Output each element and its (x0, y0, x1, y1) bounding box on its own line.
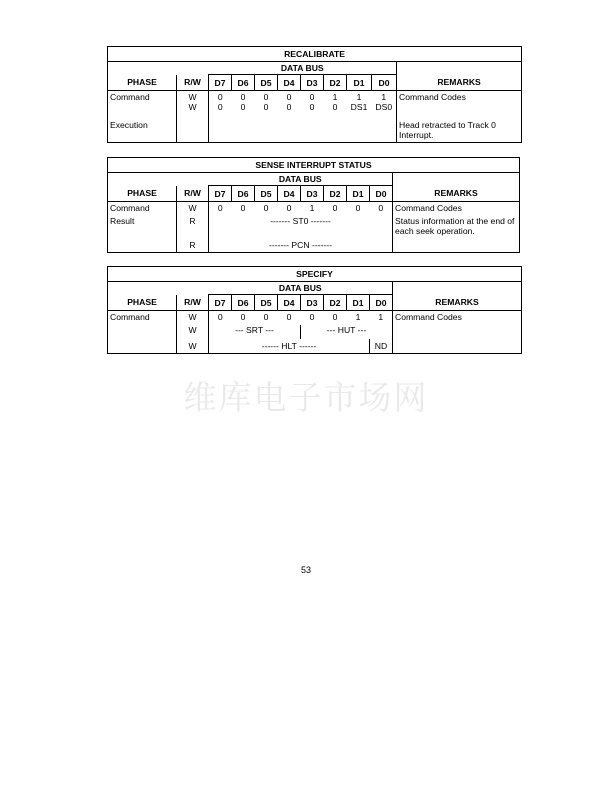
table-row (108, 325, 522, 339)
bit-header: D3 (301, 75, 324, 91)
table-row (108, 216, 520, 238)
bit-cell: 1 (309, 203, 315, 213)
bit-header: D7 (209, 295, 232, 311)
bit-cell: 0 (209, 102, 232, 120)
table-row (108, 202, 520, 216)
bit-cell (324, 120, 347, 142)
bit-cell: 0 (286, 92, 292, 102)
bit-cell (232, 120, 255, 142)
rw-header: R/W (177, 75, 209, 91)
rw-header: R/W (177, 295, 209, 311)
bit-cell (278, 120, 301, 142)
bit-cell: 0 (332, 102, 338, 112)
bit-cell: 0 (240, 312, 246, 322)
remarks-cell: Command Codes (393, 202, 520, 216)
rw-header: R/W (177, 186, 209, 202)
remarks-header: REMARKS (397, 75, 522, 91)
rw-cell: W (177, 91, 209, 103)
bit-header: D6 (232, 295, 255, 311)
specify-table (107, 266, 522, 354)
remarks-cell (393, 238, 520, 253)
bit-cell: 0 (286, 203, 292, 213)
bit-cell: 1 (356, 92, 362, 102)
nd-field: ND (370, 339, 393, 354)
bit-header: D2 (324, 75, 347, 91)
bit-header: D4 (278, 186, 301, 202)
table-title: RECALIBRATE (108, 47, 522, 62)
hlt-field: ------ HLT ------ (209, 339, 370, 354)
bit-cell: 0 (309, 92, 315, 102)
data-bus-header: DATA BUS (209, 282, 393, 295)
bit-cell (209, 120, 232, 142)
data-bus-header: DATA BUS (209, 62, 397, 75)
table-title: SENSE INTERRUPT STATUS (108, 158, 520, 173)
bit-header: D3 (301, 295, 324, 311)
bit-header: D6 (232, 75, 255, 91)
bit-cell (347, 120, 372, 142)
phase-cell: Command (108, 202, 177, 216)
bit-cell: 1 (355, 312, 361, 322)
bit-header: D1 (347, 186, 370, 202)
bit-cell: 0 (332, 312, 338, 322)
sense-interrupt-status-table (107, 157, 520, 253)
bit-cell (301, 120, 324, 142)
bit-cell: 0 (263, 312, 269, 322)
srt-field: --- SRT --- (209, 325, 301, 339)
phase-cell (108, 238, 177, 253)
phase-header: PHASE (108, 75, 177, 91)
remarks-header: REMARKS (393, 186, 520, 202)
phase-header: PHASE (108, 186, 177, 202)
rw-cell: W (177, 325, 209, 339)
remarks-cell (393, 325, 522, 339)
bit-cell: 0 (240, 92, 246, 102)
rw-cell: R (177, 216, 209, 238)
bit-cell: 0 (209, 311, 232, 325)
bit-cell: 0 (240, 203, 246, 213)
bit-header: D1 (347, 75, 372, 91)
bit-header: D5 (255, 295, 278, 311)
table-row (108, 238, 520, 253)
table-title: SPECIFY (108, 267, 522, 282)
bit-cell: 0 (309, 102, 315, 112)
bit-header: D0 (370, 186, 393, 202)
register-field: ------- ST0 ------- (209, 216, 393, 238)
bit-cell (372, 120, 397, 142)
watermark: 维库电子市场网 (183, 378, 429, 417)
bit-cell: DS0 (372, 102, 397, 120)
phase-cell (108, 325, 177, 339)
rw-cell: W (177, 311, 209, 325)
bit-cell: 0 (263, 203, 269, 213)
bit-cell: 1 (370, 311, 393, 325)
bit-cell: 1 (372, 91, 397, 103)
phase-cell: Execution (108, 120, 177, 142)
rw-cell: W (177, 339, 209, 354)
table-row (108, 339, 522, 354)
bit-cell: 0 (286, 312, 292, 322)
remarks-cell: Command Codes (393, 311, 522, 325)
bit-cell: 0 (309, 312, 315, 322)
bit-header: D2 (324, 295, 347, 311)
remarks-cell (397, 102, 522, 120)
data-bus-header: DATA BUS (209, 173, 393, 186)
bit-cell: 0 (240, 102, 246, 112)
bit-header: D6 (232, 186, 255, 202)
bit-cell: 0 (263, 92, 269, 102)
rw-cell: R (177, 238, 209, 253)
hut-field: --- HUT --- (301, 325, 393, 339)
remarks-cell (393, 339, 522, 354)
bit-cell: 0 (209, 91, 232, 103)
remarks-cell: Head retracted to Track 0 Interrupt. (397, 120, 522, 142)
table-row (108, 91, 522, 103)
bit-header: D5 (255, 75, 278, 91)
bit-header: D7 (209, 186, 232, 202)
rw-cell: W (177, 202, 209, 216)
bit-header: D7 (209, 75, 232, 91)
phase-header: PHASE (108, 295, 177, 311)
phase-cell: Command (108, 311, 177, 325)
bit-header: D3 (301, 186, 324, 202)
phase-cell: Result (108, 216, 177, 238)
bit-cell: DS1 (350, 102, 368, 112)
bit-cell: 0 (263, 102, 269, 112)
bit-header: D4 (278, 295, 301, 311)
register-field: ------- PCN ------- (209, 238, 393, 253)
bit-header: D1 (347, 295, 370, 311)
rw-cell (177, 120, 209, 142)
remarks-cell: Status information at the end of each seek operation. (393, 216, 520, 238)
bit-header: D4 (278, 75, 301, 91)
rw-cell: W (177, 102, 209, 120)
bit-cell: 0 (332, 203, 338, 213)
phase-cell: Command (108, 91, 177, 103)
bit-cell: 0 (355, 203, 361, 213)
table-row (108, 102, 522, 120)
remarks-cell: Command Codes (397, 91, 522, 103)
remarks-header: REMARKS (393, 295, 522, 311)
bit-cell: 0 (370, 202, 393, 216)
bit-header: D0 (372, 75, 397, 91)
table-row (108, 311, 522, 325)
bit-cell: 1 (332, 92, 338, 102)
bit-header: D2 (324, 186, 347, 202)
bit-cell: 0 (286, 102, 292, 112)
phase-cell (108, 339, 177, 354)
table-row (108, 120, 522, 142)
phase-cell (108, 102, 177, 120)
bit-header: D0 (370, 295, 393, 311)
recalibrate-table (107, 46, 522, 143)
bit-cell: 0 (209, 202, 232, 216)
page-number: 53 (300, 565, 311, 575)
bit-header: D5 (255, 186, 278, 202)
bit-cell (255, 120, 278, 142)
